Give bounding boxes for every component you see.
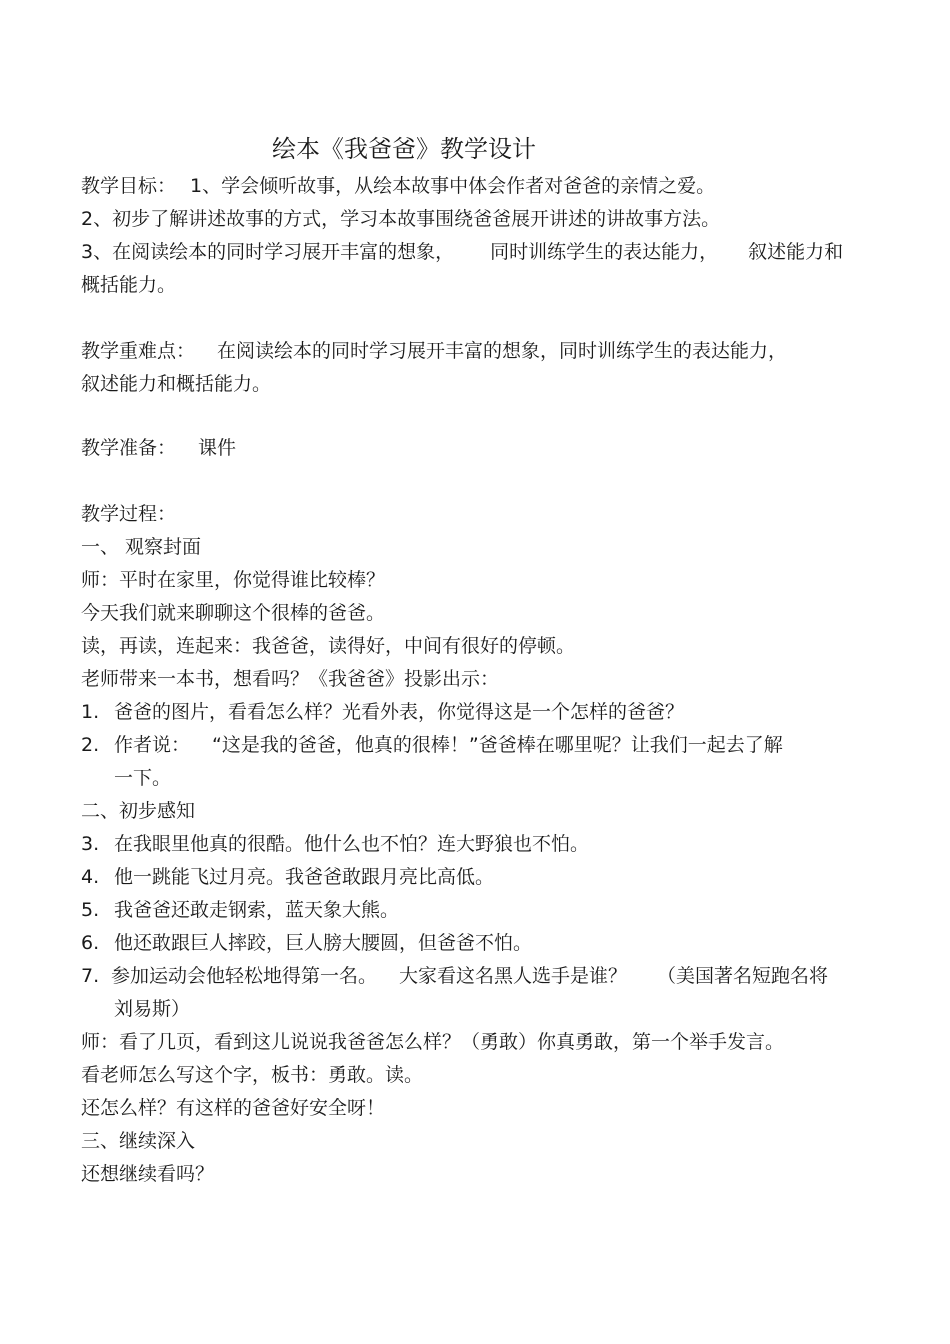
goal-item-3: 3、在阅读绘本的同时学习展开丰富的想象， 同时训练学生的表达能力， 叙述能力和 — [81, 241, 844, 263]
paragraph: 还想继续看吗？ — [81, 1163, 215, 1185]
list-item: 7. 参加运动会他轻松地得第一名。 大家看这名黑人选手是谁？ （美国著名短跑名将 — [81, 965, 829, 987]
page-title: 绘本《我爸爸》教学设计 — [272, 135, 536, 163]
key-points-line-2: 叙述能力和概括能力。 — [81, 373, 272, 395]
list-item-continued: 一下。 — [114, 767, 172, 789]
goal-item-1: 1、学会倾听故事，从绘本故事中体会作者对爸爸的亲情之爱。 — [190, 175, 716, 197]
list-item: 6. 他还敢跟巨人摔跤，巨人膀大腰圆，但爸爸不怕。 — [81, 932, 533, 954]
list-item: 2. 作者说： “这是我的爸爸，他真的很棒！”爸爸棒在哪里呢？让我们一起去了解 — [81, 734, 783, 756]
key-points-line-1: 教学重难点： 在阅读绘本的同时学习展开丰富的想象，同时训练学生的表达能力， — [81, 340, 788, 362]
list-item: 3. 在我眼里他真的很酷。他什么也不怕？连大野狼也不怕。 — [81, 833, 590, 855]
section-heading-1: 一、 观察封面 — [81, 536, 202, 558]
paragraph: 还怎么样？有这样的爸爸好安全呀！ — [81, 1097, 386, 1119]
process-label: 教学过程： — [81, 503, 177, 525]
goal-item-3-continued: 概括能力。 — [81, 274, 177, 296]
paragraph: 今天我们就来聊聊这个很棒的爸爸。 — [81, 602, 386, 624]
key-points-label: 教学重难点： — [81, 340, 196, 362]
goals-label: 教学目标： — [81, 175, 177, 197]
preparation-label: 教学准备： — [81, 437, 177, 459]
paragraph: 师：看了几页，看到这儿说说我爸爸怎么样？（勇敢）你真勇敢，第一个举手发言。 — [81, 1031, 785, 1053]
section-heading-3: 三、继续深入 — [81, 1130, 196, 1152]
goals-line-1 — [81, 173, 715, 199]
section-heading-2: 二、初步感知 — [81, 800, 196, 822]
paragraph: 看老师怎么写这个字，板书：勇敢。读。 — [81, 1064, 424, 1086]
paragraph: 老师带来一本书，想看吗？《我爸爸》投影出示： — [81, 668, 500, 690]
goal-item-2: 2、初步了解讲述故事的方式，学习本故事围绕爸爸展开讲述的讲故事方法。 — [81, 208, 721, 230]
list-item-continued: 刘易斯） — [114, 998, 191, 1020]
list-item: 4. 他一跳能飞过月亮。我爸爸敢跟月亮比高低。 — [81, 866, 495, 888]
list-item: 5. 我爸爸还敢走钢索，蓝天象大熊。 — [81, 899, 400, 921]
paragraph: 师：平时在家里，你觉得谁比较棒？ — [81, 569, 386, 591]
paragraph: 读，再读，连起来：我爸爸，读得好，中间有很好的停顿。 — [81, 635, 576, 657]
list-item: 1. 爸爸的图片，看看怎么样？光看外表，你觉得这是一个怎样的爸爸？ — [81, 701, 685, 723]
preparation-line: 教学准备： 课件 — [81, 437, 237, 459]
